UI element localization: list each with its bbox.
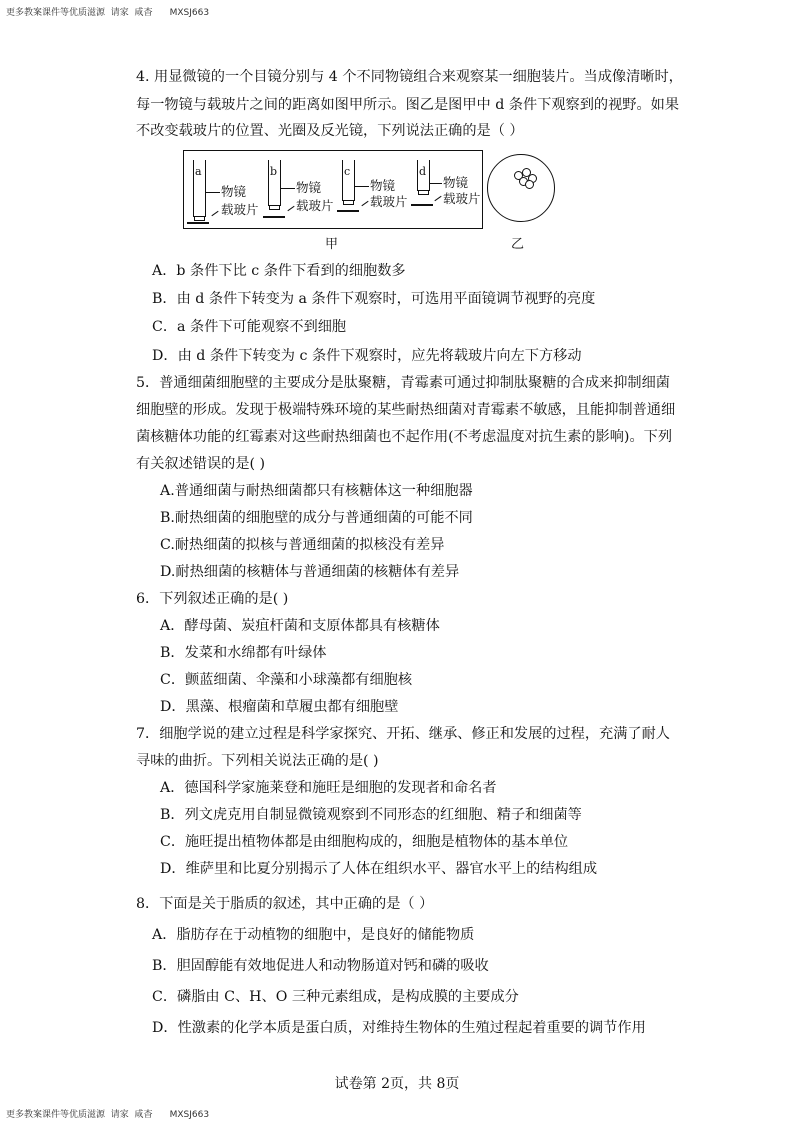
q4-option-a: A．b 条件下比 c 条件下看到的细胞数多 — [152, 263, 406, 279]
objective-label-c: 物镜 — [370, 178, 396, 193]
slide-label-a: 载玻片 — [221, 202, 259, 217]
q8-option-d: D．性激素的化学本质是蛋白质，对维持生物体的生殖过程起着重要的调节作用 — [152, 1020, 646, 1036]
objective-b-tip — [269, 205, 280, 210]
objective-b: b — [268, 160, 281, 206]
q4-option-b: B．由 d 条件下转变为 a 条件下观察时，可选用平面镜调节视野的亮度 — [152, 291, 596, 307]
q5-stem-line-2: 细胞壁的形成。发现于极端特殊环境的某些耐热细菌对青霉素不敏感，且能抑制普通细 — [136, 402, 676, 418]
q5-stem-line-3: 菌核糖体功能的红霉素对这些耐热细菌也不起作用(不考虑温度对抗生素的影响)。下列 — [136, 429, 673, 445]
label-line — [355, 186, 369, 187]
q6-stem: 6．下列叙述正确的是( ) — [136, 591, 289, 607]
q4-option-d: D．由 d 条件下转变为 c 条件下观察时，应先将载玻片向左下方移动 — [152, 348, 582, 364]
objective-d: d — [417, 160, 430, 191]
q8-option-c: C．磷脂由 C、H、O 三种元素组成，是构成膜的主要成分 — [152, 989, 519, 1005]
q4-stem-line-3: 不改变载玻片的位置、光圈及反光镜，下列说法正确的是（ ） — [136, 123, 524, 139]
q6-option-a: A．酵母菌、炭疽杆菌和支原体都具有核糖体 — [160, 618, 440, 634]
q7-stem-line-1: 7．细胞学说的建立过程是科学家探究、开拓、继承、修正和发展的过程，充满了耐人 — [136, 726, 670, 742]
q7-option-d: D．维萨里和比夏分别揭示了人体在组织水平、器官水平上的结构组成 — [160, 861, 598, 877]
slide-label-d: 载玻片 — [443, 191, 481, 206]
q7-option-c: C．施旺提出植物体都是由细胞构成的，细胞是植物体的基本单位 — [160, 834, 569, 850]
q8-stem: 8．下面是关于脂质的叙述，其中正确的是（ ） — [136, 896, 434, 912]
q5-option-b: B.耐热细菌的细胞壁的成分与普通细菌的可能不同 — [160, 510, 473, 526]
q8-option-b: B．胆固醇能有效地促进人和动物肠道对钙和磷的吸收 — [152, 958, 489, 974]
header-watermark-bottom: 更多教案课件等优质滋源 请家 咸杳 MXSJ663 — [6, 1110, 210, 1120]
q8-option-a: A．脂肪存在于动植物的细胞中，是良好的储能物质 — [152, 927, 475, 943]
q5-option-d: D.耐热细菌的核糖体与普通细菌的核糖体有差异 — [160, 564, 460, 580]
q5-stem-line-4: 有关叙述错误的是( ) — [136, 456, 266, 472]
slide-d — [411, 204, 433, 206]
objective-label-a: 物镜 — [221, 184, 247, 199]
objective-d-tip — [418, 190, 429, 195]
label-line — [281, 188, 295, 189]
objective-a-tip — [194, 216, 205, 221]
caption-jia: 甲 — [325, 237, 339, 252]
q5-option-a: A.普通细菌与耐热细菌都只有核糖体这一种细胞器 — [160, 483, 473, 499]
q7-stem-line-2: 寻味的曲折。下列相关说法正确的是( ) — [136, 753, 379, 769]
field-of-view-circle — [487, 154, 555, 222]
header-watermark-top: 更多教案课件等优质滋源 请家 咸杳 MXSJ663 — [6, 8, 210, 18]
page-footer: 试卷第 2页，共 8页 — [334, 1076, 460, 1092]
objective-c: c — [342, 160, 355, 201]
q5-stem-line-1: 5．普通细菌细胞壁的主要成分是肽聚糖，青霉素可通过抑制肽聚糖的合成来抑制细菌 — [136, 375, 670, 391]
q4-stem-line-2: 每一物镜与载玻片之间的距离如图甲所示。图乙是图甲中 d 条件下观察到的视野。如果 — [136, 97, 680, 113]
objective-label-d: 物镜 — [443, 175, 469, 190]
caption-yi: 乙 — [511, 237, 525, 252]
q6-option-d: D．黑藻、根瘤菌和草履虫都有细胞壁 — [160, 699, 399, 715]
slide-c — [337, 210, 359, 212]
objective-label-b: 物镜 — [296, 180, 322, 195]
q6-option-c: C．颤蓝细菌、伞藻和小球藻都有细胞核 — [160, 672, 413, 688]
q6-option-b: B．发菜和水绵都有叶绿体 — [160, 645, 327, 661]
slide-a — [187, 222, 209, 224]
label-line — [430, 183, 442, 184]
q4-option-c: C．a 条件下可能观察不到细胞 — [152, 319, 347, 335]
slide-label-c: 载玻片 — [370, 194, 408, 209]
q7-option-a: A．德国科学家施莱登和施旺是细胞的发现者和命名者 — [160, 780, 497, 796]
slide-label-b: 载玻片 — [296, 198, 334, 213]
q5-option-c: C.耐热细菌的拟核与普通细菌的拟核没有差异 — [160, 537, 445, 553]
cell — [525, 180, 534, 189]
q7-option-b: B．列文虎克用自制显微镜观察到不同形态的红细胞、精子和细菌等 — [160, 807, 582, 823]
q4-stem-line-1: 4. 用显微镜的一个目镜分别与 4 个不同物镜组合来观察某一细胞装片。当成像清晰时， — [136, 69, 683, 85]
objective-a: a — [193, 160, 206, 217]
objective-c-tip — [343, 200, 354, 205]
slide-b — [263, 216, 285, 218]
label-line — [206, 192, 220, 193]
microscope-figure — [183, 150, 563, 260]
